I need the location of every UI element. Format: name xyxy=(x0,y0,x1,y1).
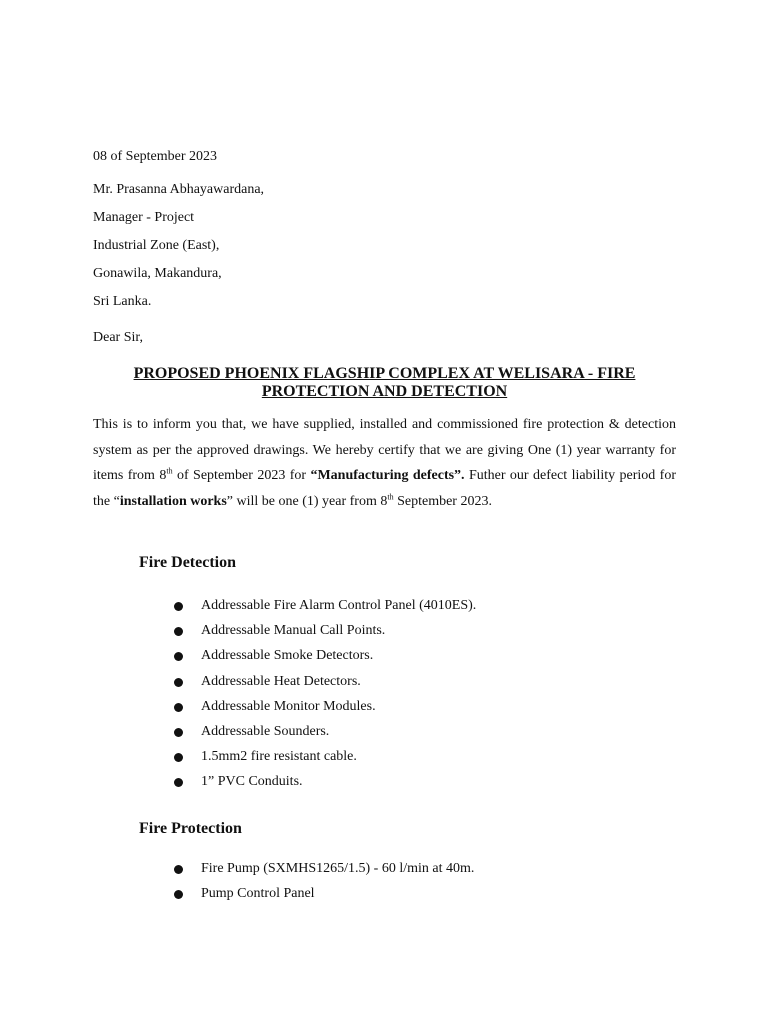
list-item-text: Pump Control Panel xyxy=(201,886,315,902)
subject-line-1: PROPOSED PHOENIX FLAGSHIP COMPLEX AT WELISARA - FIRE xyxy=(133,365,636,382)
list-item-text: 1” PVC Conduits. xyxy=(201,774,303,790)
list-item xyxy=(174,773,476,798)
subject-line-2: PROTECTION AND DETECTION xyxy=(261,383,508,400)
bullet-icon xyxy=(174,627,183,636)
bullet-icon xyxy=(174,865,183,874)
body-text-5: September 2023. xyxy=(393,493,492,509)
fire-detection-list xyxy=(174,597,476,799)
letter-date: 08 of September 2023 xyxy=(93,149,218,164)
list-item xyxy=(174,748,476,773)
body-text-4: ” will be one (1) year from 8 xyxy=(226,493,388,509)
bullet-icon xyxy=(174,602,183,611)
salutation: Dear Sir, xyxy=(93,330,143,345)
list-item-text: 1.5mm2 fire resistant cable. xyxy=(201,749,357,765)
fire-protection-list xyxy=(174,860,474,910)
list-item-text: Fire Pump (SXMHS1265/1.5) - 60 l/min at 40m. xyxy=(201,861,475,876)
list-item xyxy=(174,860,474,885)
body-text-2: of September 2023 for xyxy=(172,468,311,483)
list-item xyxy=(174,698,476,723)
body-sup-2: th xyxy=(387,491,394,501)
list-item-text: Addressable Manual Call Points. xyxy=(201,623,386,639)
bullet-icon xyxy=(174,678,183,687)
list-item-text: Addressable Fire Alarm Control Panel (4010ES). xyxy=(201,598,477,613)
list-item xyxy=(174,597,476,622)
list-item xyxy=(174,723,476,748)
list-item-text: Addressable Sounders. xyxy=(201,723,330,739)
list-item xyxy=(174,673,476,698)
bullet-icon xyxy=(174,652,183,661)
recipient-address-line1: Industrial Zone (East), xyxy=(93,238,220,253)
bullet-icon xyxy=(174,890,183,899)
body-sup-1: th xyxy=(166,466,173,476)
body-bold-manufacturing-defects: “Manufacturing defects”. xyxy=(310,468,465,483)
recipient-address-line2: Gonawila, Makandura, xyxy=(93,266,222,281)
body-text-3: Futher our defect liability period for the “ xyxy=(93,468,677,509)
list-item xyxy=(174,885,474,910)
list-item-text: Addressable Heat Detectors. xyxy=(201,673,361,689)
body-paragraph xyxy=(93,412,676,514)
recipient-country: Sri Lanka. xyxy=(93,294,152,309)
list-item xyxy=(174,647,476,672)
bullet-icon xyxy=(174,728,183,737)
fire-protection-heading: Fire Protection xyxy=(139,820,242,837)
bullet-icon xyxy=(174,703,183,712)
body-bold-installation-works: installation works xyxy=(119,493,227,509)
bullet-icon xyxy=(174,778,183,787)
list-item-text: Addressable Smoke Detectors. xyxy=(201,648,374,664)
list-item xyxy=(174,622,476,647)
list-item-text: Addressable Monitor Modules. xyxy=(201,698,376,714)
fire-detection-heading: Fire Detection xyxy=(139,554,236,571)
recipient-name: Mr. Prasanna Abhayawardana, xyxy=(93,182,265,197)
recipient-position: Manager - Project xyxy=(93,210,195,225)
body-text-1: This is to inform you that, we have supplied, installed and commissioned fire protection & detection system as per the approved drawings. We hereby certify that we are giving One (1) year warranty for items from 8 xyxy=(93,417,676,483)
bullet-icon xyxy=(174,753,183,762)
